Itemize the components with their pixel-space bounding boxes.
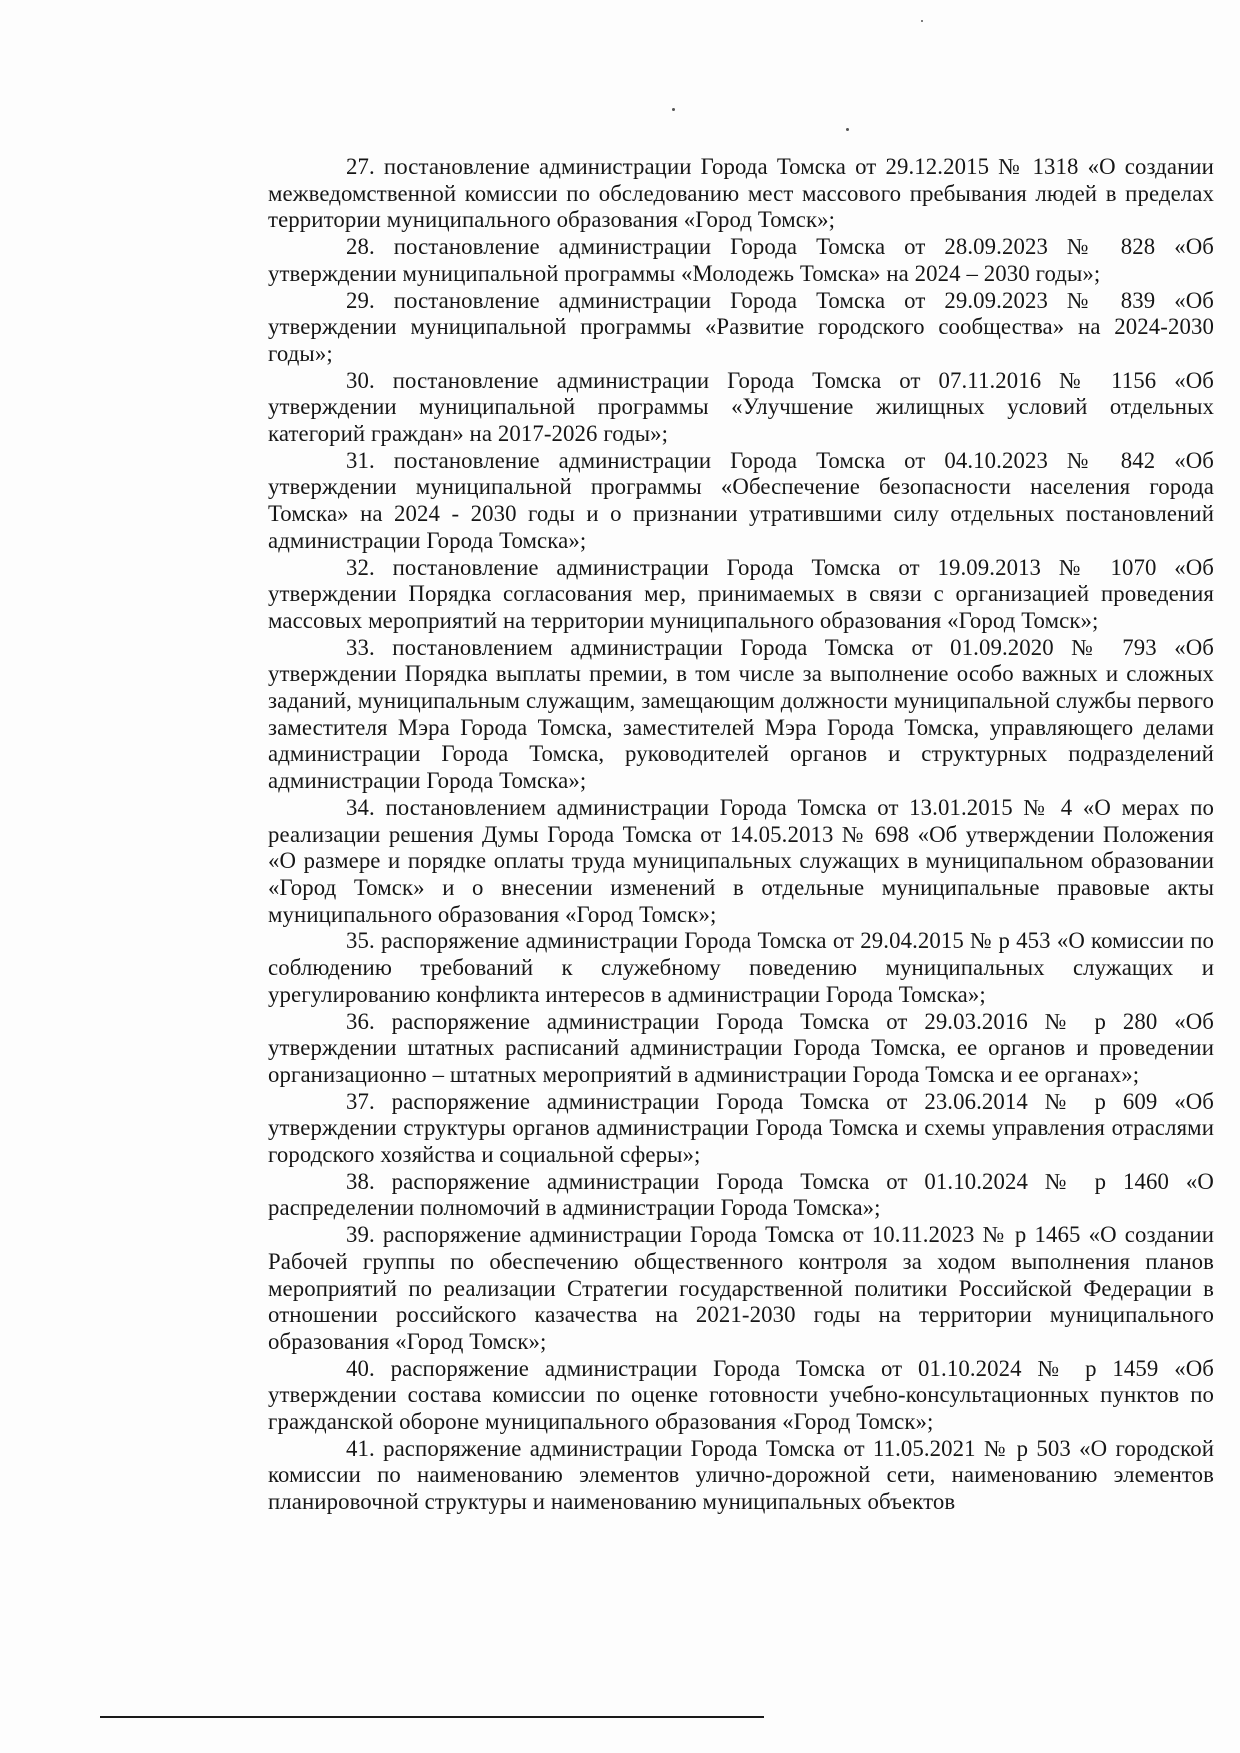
list-item-38: 38. распоряжение администрации Города Томска от 01.10.2024 № р 1460 «О распределении полномочий в администрации Города Томска»; — [268, 1168, 1214, 1221]
list-item-30: 30. постановление администрации Города Томска от 07.11.2016 № 1156 «Об утверждении муниципальной программы «Улучшение жилищных условий отдельных категорий граждан» на 2017-2026 годы»; — [268, 367, 1214, 447]
scan-speck — [846, 128, 849, 131]
list-item-33: 33. постановлением администрации Города Томска от 01.09.2020 № 793 «Об утверждении Порядка выплаты премии, в том числе за выполнение особо важных и сложных заданий, муниципальным служащим, замещающим должности муниципальной службы первого заместителя Мэра Города Томска, заместителей Мэра Города Томска, управляющего делами администрации Города Томска, руководителей органов и структурных подразделений администрации Города Томска»; — [268, 634, 1214, 794]
scan-speck — [921, 20, 923, 22]
list-item-40: 40. распоряжение администрации Города Томска от 01.10.2024 № р 1459 «Об утверждении состава комиссии по оценке готовности учебно-консультационных пунктов по гражданской обороне муниципального образования «Город Томск»; — [268, 1355, 1214, 1435]
list-item-35: 35. распоряжение администрации Города Томска от 29.04.2015 № р 453 «О комиссии по соблюдению требований к служебному поведению муниципальных служащих и урегулированию конфликта интересов в администрации Города Томска»; — [268, 928, 1214, 1007]
list-item-41: 41. распоряжение администрации Города Томска от 11.05.2021 № р 503 «О городской комиссии по наименованию элементов улично-дорожной сети, наименованию элементов планировочной структуры и наименованию муниципальных объектов — [268, 1435, 1214, 1515]
scan-speck — [672, 108, 675, 111]
footnote-separator-line — [100, 1716, 764, 1718]
list-item-32: 32. постановление администрации Города Томска от 19.09.2013 № 1070 «Об утверждении Порядка согласования мер, принимаемых в связи с организацией проведения массовых мероприятий на территории муниципального образования «Город Томск»; — [268, 554, 1214, 633]
list-item-39: 39. распоряжение администрации Города Томска от 10.11.2023 № р 1465 «О создании Рабочей группы по обеспечению общественного контроля за ходом выполнения планов мероприятий по реализации Стратегии государственной политики Российской Федерации в отношении российского казачества на 2021-2030 годы на территории муниципального образования «Город Томск»; — [268, 1222, 1214, 1354]
list-item-36: 36. распоряжение администрации Города Томска от 29.03.2016 № р 280 «Об утверждении штатных расписаний администрации Города Томска, ее органов и проведении организационно – штатных мероприятий в администрации Города Томска и ее органах»; — [268, 1008, 1214, 1087]
document-body — [268, 154, 1214, 1516]
list-item-37: 37. распоряжение администрации Города Томска от 23.06.2014 № р 609 «Об утверждении структуры органов администрации Города Томска и схемы управления отраслями городского хозяйства и социальной сферы»; — [268, 1088, 1214, 1168]
list-item-29: 29. постановление администрации Города Томска от 29.09.2023 № 839 «Об утверждении муниципальной программы «Развитие городского сообщества» на 2024-2030 годы»; — [268, 287, 1214, 366]
list-item-31: 31. постановление администрации Города Томска от 04.10.2023 № 842 «Об утверждении муниципальной программы «Обеспечение безопасности населения города Томска» на 2024 - 2030 годы и о признании утратившими силу отдельных постановлений администрации Города Томска»; — [268, 447, 1214, 553]
list-item-34: 34. постановлением администрации Города Томска от 13.01.2015 № 4 «О мерах по реализации решения Думы Города Томска от 14.05.2013 № 698 «Об утверждении Положения «О размере и порядке оплаты труда муниципальных служащих в муниципальном образовании «Город Томск» и о внесении изменений в отдельные муниципальные правовые акты муниципального образования «Город Томск»; — [268, 794, 1214, 927]
list-item-27: 27. постановление администрации Города Томска от 29.12.2015 № 1318 «О создании межведомственной комиссии по обследованию мест массового пребывания людей в пределах территории муниципального образования «Город Томск»; — [268, 154, 1214, 233]
list-item-28: 28. постановление администрации Города Томска от 28.09.2023 № 828 «Об утверждении муниципальной программы «Молодежь Томска» на 2024 – 2030 годы»; — [268, 234, 1214, 286]
